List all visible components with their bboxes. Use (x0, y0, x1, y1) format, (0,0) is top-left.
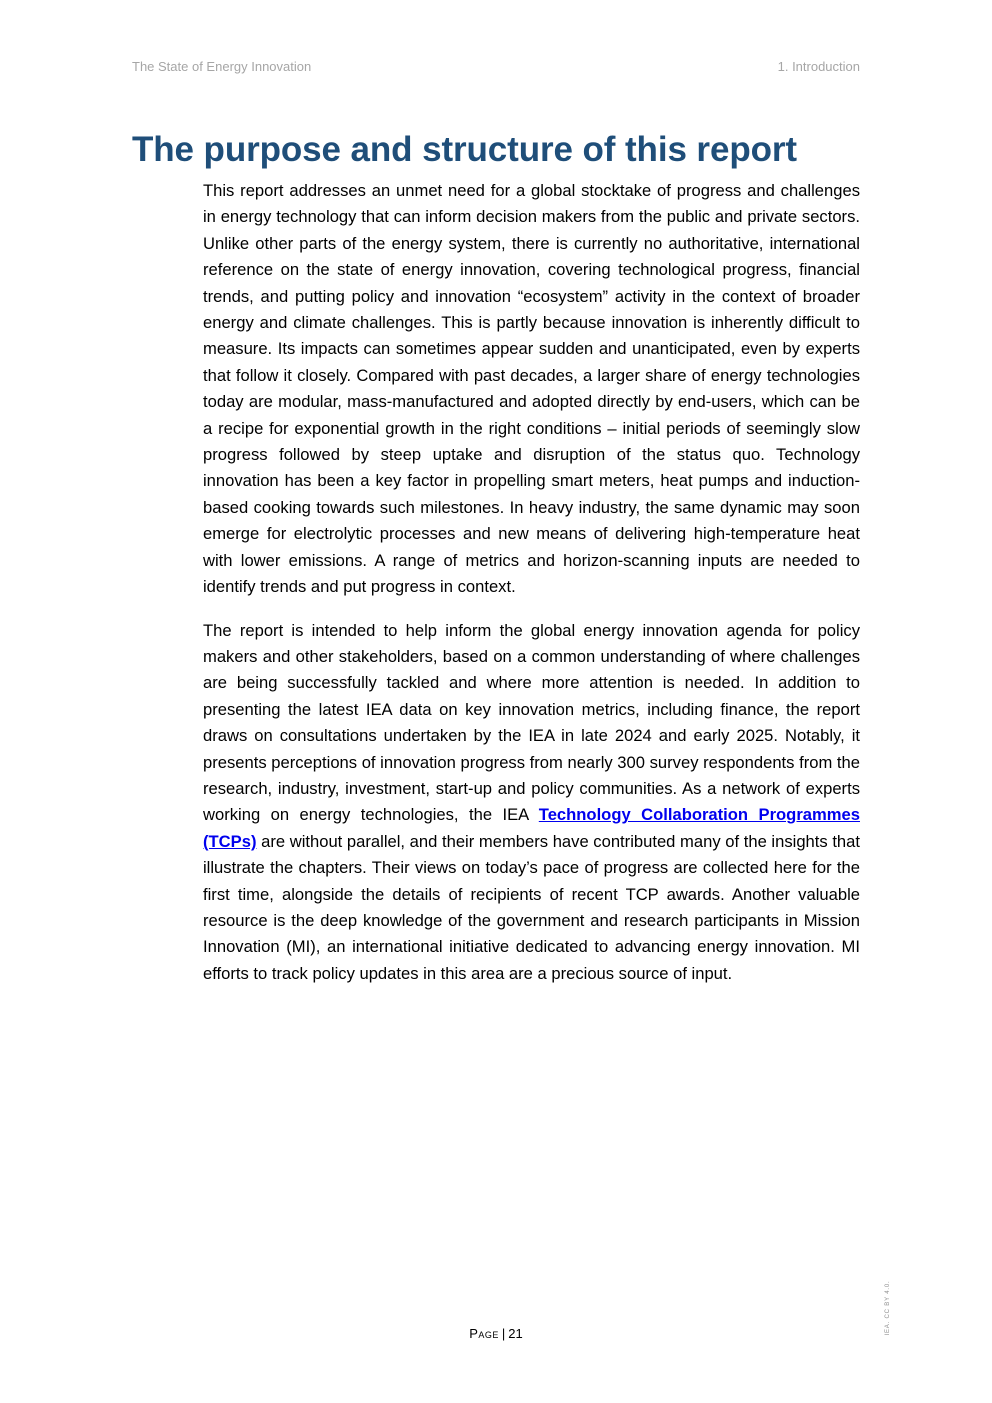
running-header-report-title: The State of Energy Innovation (132, 59, 312, 74)
tcp-link[interactable]: Technology Collaboration Programmes (TCPs) (203, 805, 860, 851)
page-number: 21 (508, 1326, 523, 1341)
page-separator: | (501, 1326, 506, 1341)
page-label: Page (469, 1326, 499, 1341)
section-title: The purpose and structure of this report (132, 130, 797, 169)
running-header-chapter: 1. Introduction (777, 59, 860, 74)
paragraph-intent-text-before-link: The report is intended to help inform the global energy innovation agenda for policy makers and other stakeholders, based on a common understanding of where challenges are being successfully tackled and where more attention is needed. In addition to presenting the latest IEA data on key innovation metrics, including finance, the report draws on consultations undertaken by the IEA in late 2024 and early 2025. Notably, it presents perceptions of innovation progress from nearly 300 survey respondents from the research, industry, investment, start-up and policy communities. As a network of experts working on energy technologies, the IEA (203, 620, 860, 825)
paragraph-intent-text-after-link: are without parallel, and their members have contributed many of the insights that illustrate the chapters. Their views on today’s pace of progress are collected here for the first time, alongside the details of recipients of recent TCP awards. Another valuable resource is the deep knowledge of the government and research participants in Mission Innovation (MI), an international initiative dedicated to advancing energy innovation. MI efforts to track policy updates in this area are a precious source of input. (203, 831, 860, 983)
body-text (203, 178, 860, 1004)
page-footer (0, 1326, 992, 1341)
paragraph-intent (203, 618, 860, 988)
paragraph-purpose: This report addresses an unmet need for a global stocktake of progress and challenges in energy technology that can inform decision makers from the public and private sectors. Unlike other parts of the energy system, there is currently no authoritative, international reference on the state of energy innovation, covering technological progress, financial trends, and putting policy and innovation “ecosystem” activity in the context of broader energy and climate challenges. This is partly because innovation is inherently difficult to measure. Its impacts can sometimes appear sudden and unanticipated, even by experts that follow it closely. Compared with past decades, a larger share of energy technologies today are modular, mass-manufactured and adopted directly by end-users, which can be a recipe for exponential growth in the right conditions – initial periods of seemingly slow progress followed by steep uptake and disruption of the status quo. Technology innovation has been a key factor in propelling smart meters, heat pumps and induction-based cooking towards such milestones. In heavy industry, the same dynamic may soon emerge for electrolytic processes and new means of delivering high-temperature heat with lower emissions. A range of metrics and horizon-scanning inputs are needed to identify trends and put progress in context. (203, 181, 860, 597)
license-note: IEA. CC BY 4.0. (885, 1280, 891, 1336)
